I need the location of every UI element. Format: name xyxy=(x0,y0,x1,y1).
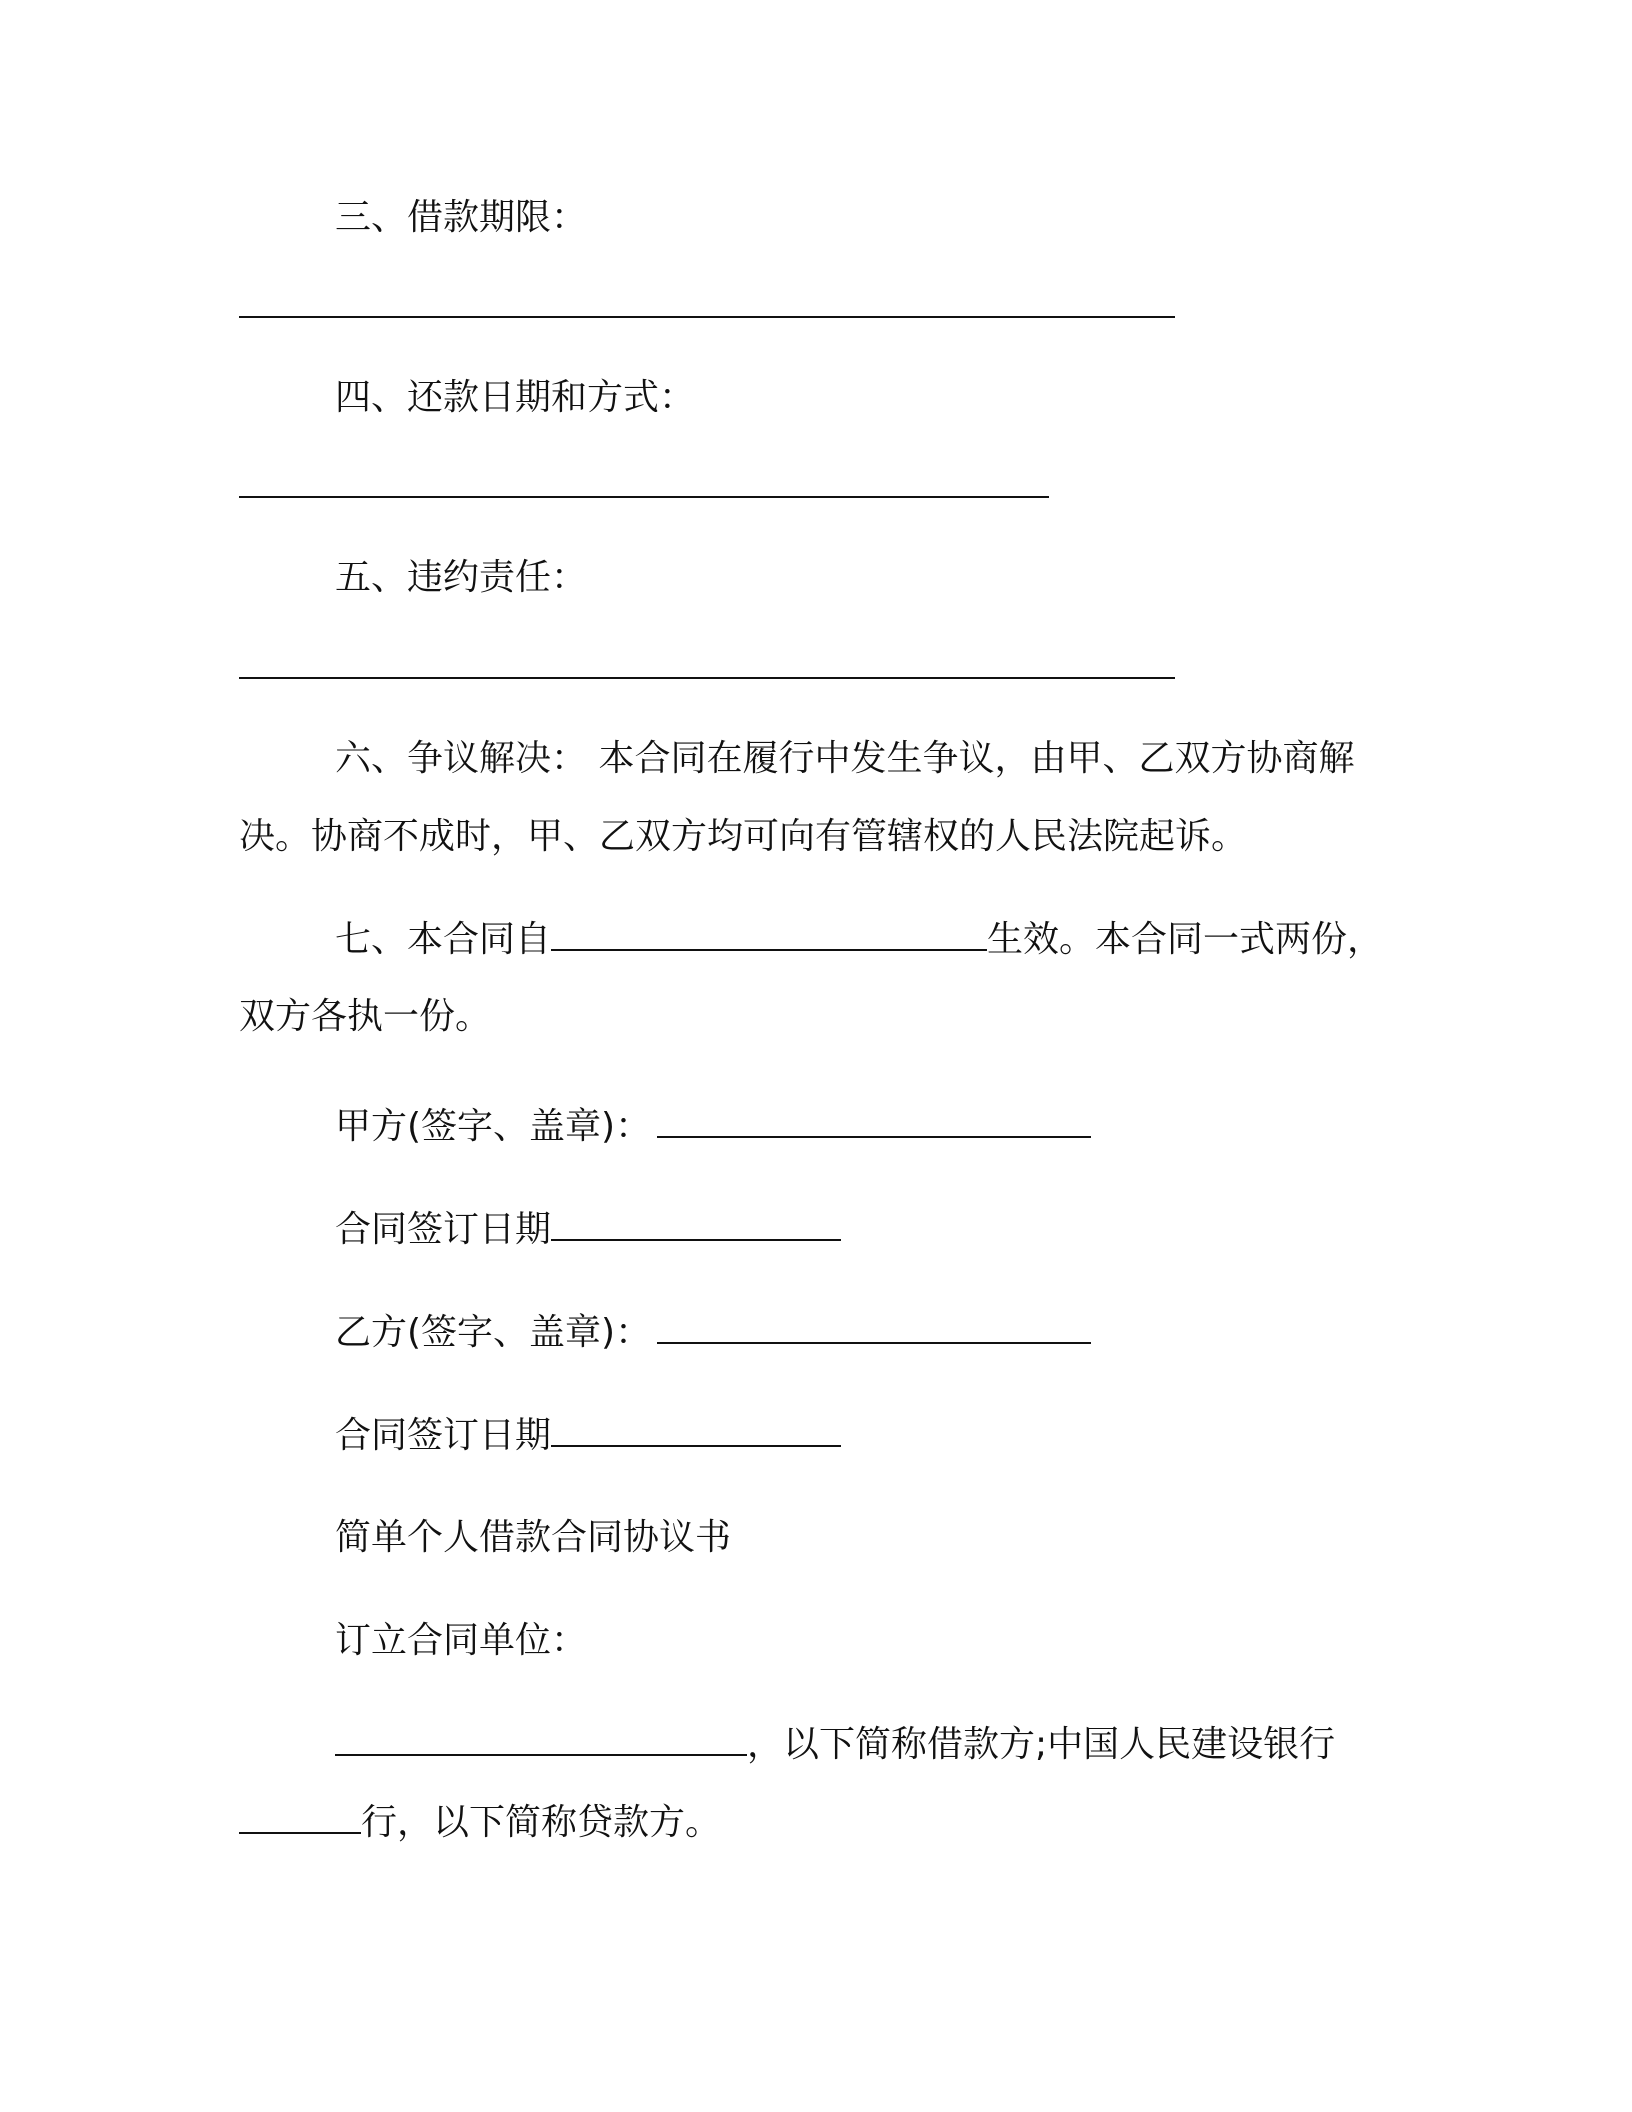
borrower-name-blank[interactable] xyxy=(335,1722,747,1756)
section-5-blank[interactable] xyxy=(239,677,1175,679)
party-a-date-row xyxy=(239,1207,1495,1252)
borrower-row xyxy=(239,1722,1495,1767)
party-a-signature-row xyxy=(239,1104,1495,1149)
section-5-label: 五、违约责任： xyxy=(335,557,588,598)
section-7-prefix: 七、本合同自 xyxy=(335,919,552,960)
party-a-signature-label: 甲方(签字、盖章)： xyxy=(335,1106,652,1147)
party-b-signature-label: 乙方(签字、盖章)： xyxy=(335,1312,652,1353)
section-7-line-2: 双方各执一份。 xyxy=(239,996,492,1037)
section-6-line-2: 决。协商不成时，甲、乙双方均可向有管辖权的人民法院起诉。 xyxy=(239,816,1248,857)
party-a-date-label: 合同签订日期 xyxy=(335,1209,552,1250)
lender-row xyxy=(239,1800,1399,1845)
borrower-suffix: ，以下简称借款方;中国人民建设银行 xyxy=(747,1724,1336,1765)
effective-date-blank[interactable] xyxy=(551,917,987,951)
party-a-signature-blank[interactable] xyxy=(657,1104,1091,1138)
section-6-line-1: 六、争议解决： 本合同在履行中发生争议，由甲、乙双方协商解 xyxy=(335,738,1355,779)
contract-title: 简单个人借款合同协议书 xyxy=(335,1517,732,1558)
section-3-label: 三、借款期限： xyxy=(335,197,588,238)
section-4-blank[interactable] xyxy=(239,496,1049,498)
party-b-date-label: 合同签订日期 xyxy=(335,1415,552,1456)
party-a-date-blank[interactable] xyxy=(551,1207,841,1241)
section-7-suffix: 生效。本合同一式两份， xyxy=(987,919,1384,960)
section-3-blank[interactable] xyxy=(239,316,1175,318)
lender-suffix: 行，以下简称贷款方。 xyxy=(361,1802,722,1843)
party-b-date-row xyxy=(239,1413,1495,1458)
contract-units-label: 订立合同单位： xyxy=(335,1620,588,1661)
section-7-line-1 xyxy=(239,917,1495,962)
section-4-label: 四、还款日期和方式： xyxy=(335,377,696,418)
party-b-signature-row xyxy=(239,1310,1495,1355)
party-b-date-blank[interactable] xyxy=(551,1413,841,1447)
party-b-signature-blank[interactable] xyxy=(657,1310,1091,1344)
lender-branch-blank[interactable] xyxy=(239,1800,361,1834)
